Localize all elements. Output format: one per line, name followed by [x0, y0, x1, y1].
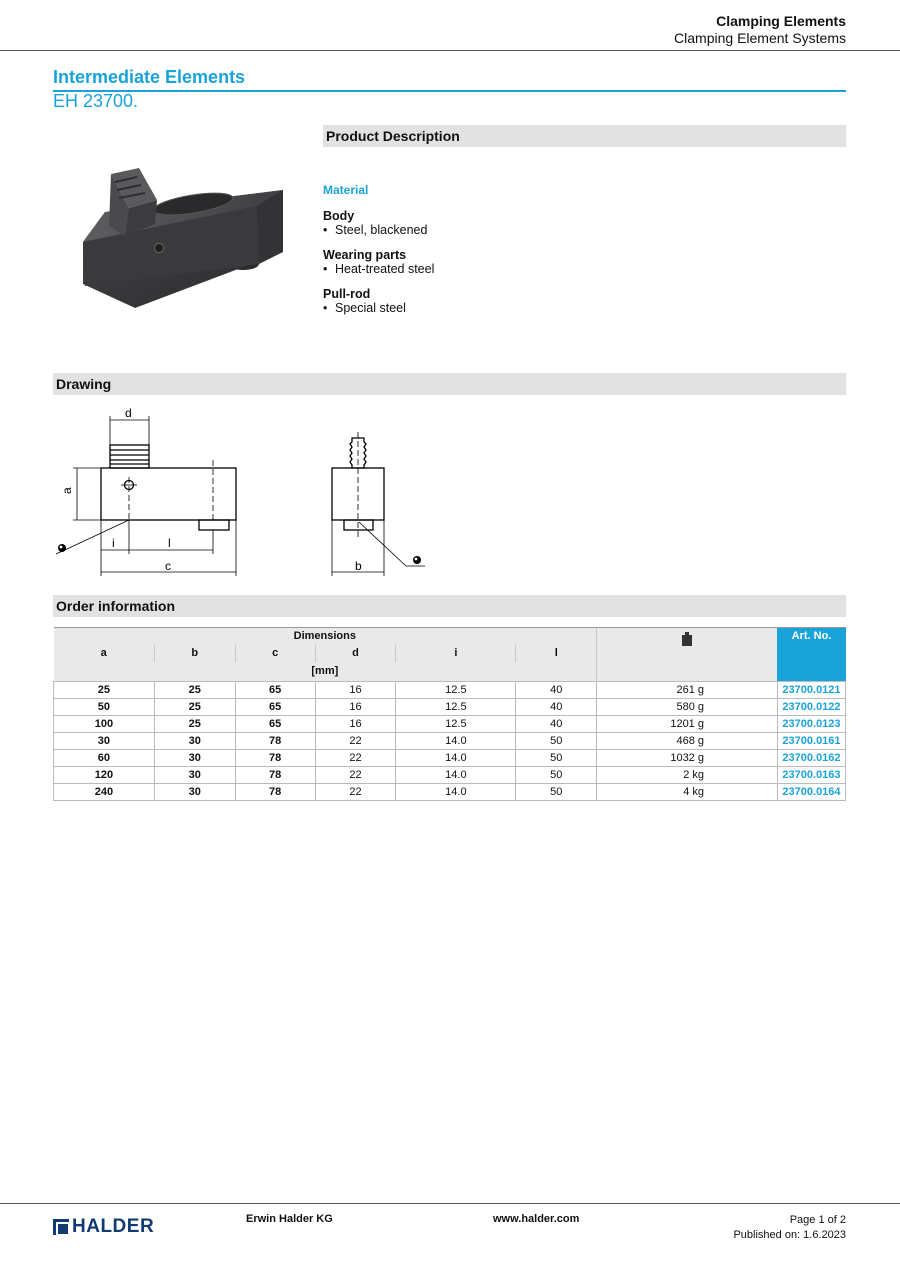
- cell-weight: 580 g: [597, 699, 778, 716]
- table-row: [54, 767, 846, 784]
- cell-d: 22: [315, 733, 396, 750]
- cell-d: 16: [315, 699, 396, 716]
- published-date: Published on: 1.6.2023: [733, 1229, 846, 1241]
- dim-label-l: l: [168, 536, 171, 550]
- column-header: i: [396, 645, 516, 662]
- logo-text: HALDER: [72, 1216, 155, 1237]
- cell-i: 14.0: [396, 750, 516, 767]
- cell-c: 78: [235, 767, 315, 784]
- cell-i: 12.5: [396, 682, 516, 699]
- cell-a: 50: [54, 699, 155, 716]
- table-row: [54, 716, 846, 733]
- material-pull-rod: [323, 287, 406, 316]
- drawing-heading: Drawing: [53, 373, 846, 395]
- cell-b: 30: [154, 733, 235, 750]
- cell-c: 78: [235, 784, 315, 801]
- surface-symbol-icon: [413, 556, 421, 564]
- technical-drawing: [53, 402, 443, 582]
- page-title: Intermediate Elements: [53, 67, 246, 87]
- order-header-row: [54, 628, 846, 645]
- logo-icon: [53, 1219, 69, 1235]
- cell-l: 40: [516, 716, 597, 733]
- cell-l: 40: [516, 682, 597, 699]
- cell-b: 25: [154, 699, 235, 716]
- page-header: [0, 0, 900, 51]
- cell-i: 14.0: [396, 784, 516, 801]
- cell-l: 50: [516, 750, 597, 767]
- unit-label: [mm]: [54, 662, 597, 682]
- title-divider: [53, 90, 846, 92]
- cell-c: 65: [235, 699, 315, 716]
- cell-b: 25: [154, 716, 235, 733]
- page-number: Page 1 of 2: [789, 1214, 846, 1226]
- footer-divider: [0, 1203, 900, 1204]
- product-image: [75, 160, 300, 320]
- cell-weight: 2 kg: [597, 767, 778, 784]
- cell-i: 12.5: [396, 699, 516, 716]
- cell-a: 240: [54, 784, 155, 801]
- cell-d: 16: [315, 716, 396, 733]
- cell-b: 30: [154, 784, 235, 801]
- art-no-link[interactable]: 23700.0122: [777, 699, 845, 716]
- material-value: • Heat-treated steel: [323, 262, 434, 277]
- table-row: [54, 750, 846, 767]
- weight-header: [597, 628, 778, 682]
- footer-website-link[interactable]: www.halder.com: [493, 1213, 580, 1225]
- halder-logo: [53, 1218, 154, 1236]
- column-header: c: [235, 645, 315, 662]
- cell-i: 14.0: [396, 767, 516, 784]
- column-header: a: [54, 645, 155, 662]
- dim-label-c: c: [165, 559, 171, 573]
- column-header: b: [154, 645, 235, 662]
- column-header: d: [315, 645, 396, 662]
- footer-company: Erwin Halder KG: [246, 1213, 333, 1225]
- cell-d: 22: [315, 767, 396, 784]
- dimensions-header: Dimensions: [54, 628, 597, 645]
- cell-a: 100: [54, 716, 155, 733]
- cell-l: 40: [516, 699, 597, 716]
- cell-b: 25: [154, 682, 235, 699]
- table-row: [54, 682, 846, 699]
- cell-weight: 1201 g: [597, 716, 778, 733]
- art-no-link[interactable]: 23700.0163: [777, 767, 845, 784]
- order-table: [53, 627, 846, 801]
- material-wearing-parts: [323, 248, 434, 277]
- material-body: [323, 209, 427, 238]
- cell-c: 78: [235, 750, 315, 767]
- cell-d: 22: [315, 784, 396, 801]
- art-no-link[interactable]: 23700.0164: [777, 784, 845, 801]
- art-no-link[interactable]: 23700.0161: [777, 733, 845, 750]
- cell-l: 50: [516, 733, 597, 750]
- side-view-body: [332, 468, 384, 520]
- table-row: [54, 733, 846, 750]
- material-value: • Special steel: [323, 301, 406, 316]
- cell-c: 65: [235, 716, 315, 733]
- column-header: l: [516, 645, 597, 662]
- cell-weight: 468 g: [597, 733, 778, 750]
- art-no-link[interactable]: 23700.0162: [777, 750, 845, 767]
- page-subtitle: EH 23700.: [53, 91, 139, 111]
- weight-icon: [681, 632, 693, 646]
- art-no-link[interactable]: 23700.0121: [777, 682, 845, 699]
- material-label: Wearing parts: [323, 248, 407, 262]
- cell-a: 30: [54, 733, 155, 750]
- cell-d: 22: [315, 750, 396, 767]
- dim-label-a: a: [60, 487, 74, 494]
- table-row: [54, 784, 846, 801]
- cell-d: 16: [315, 682, 396, 699]
- material-label: Body: [323, 209, 355, 223]
- material-value: • Steel, blackened: [323, 223, 427, 238]
- cell-b: 30: [154, 750, 235, 767]
- cell-c: 78: [235, 733, 315, 750]
- cell-i: 12.5: [396, 716, 516, 733]
- table-row: [54, 699, 846, 716]
- surface-symbol-icon: [58, 544, 66, 552]
- dim-label-i: i: [112, 536, 115, 550]
- header-category: Clamping Elements: [716, 13, 846, 29]
- header-subcategory: Clamping Element Systems: [674, 30, 846, 46]
- front-view-body: [101, 468, 236, 520]
- footer-page-info: [733, 1213, 846, 1243]
- cell-a: 25: [54, 682, 155, 699]
- cell-i: 14.0: [396, 733, 516, 750]
- art-no-header: Art. No.: [777, 628, 845, 682]
- cell-l: 50: [516, 767, 597, 784]
- dim-label-b: b: [355, 559, 362, 573]
- cell-l: 50: [516, 784, 597, 801]
- product-description-heading: Product Description: [323, 125, 846, 147]
- cell-weight: 4 kg: [597, 784, 778, 801]
- material-label: Pull-rod: [323, 287, 371, 301]
- dim-label-d: d: [125, 406, 132, 420]
- cell-weight: 1032 g: [597, 750, 778, 767]
- cell-b: 30: [154, 767, 235, 784]
- cell-a: 60: [54, 750, 155, 767]
- art-no-link[interactable]: 23700.0123: [777, 716, 845, 733]
- cell-c: 65: [235, 682, 315, 699]
- material-heading: Material: [323, 183, 369, 197]
- cell-weight: 261 g: [597, 682, 778, 699]
- order-information-heading: Order information: [53, 595, 846, 617]
- cell-a: 120: [54, 767, 155, 784]
